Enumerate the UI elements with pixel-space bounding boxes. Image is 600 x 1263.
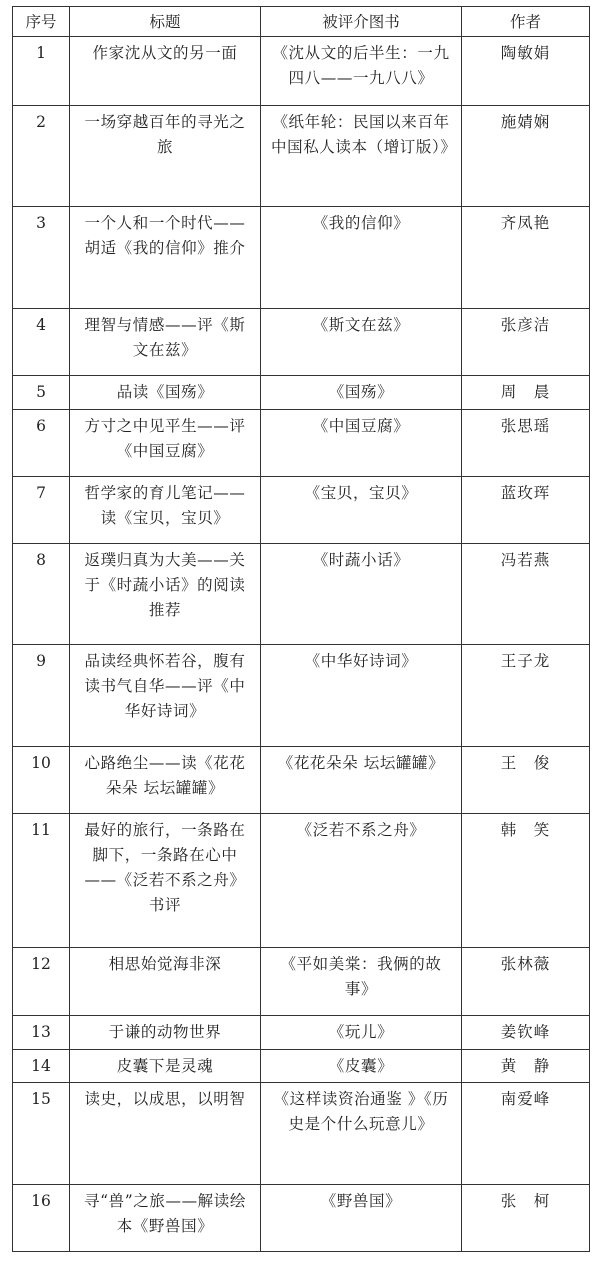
cell-no: 15 xyxy=(13,1083,70,1185)
cell-title: 方寸之中见平生——评《中国豆腐》 xyxy=(70,410,261,477)
cell-author: 韩 笑 xyxy=(462,814,590,948)
cell-author: 冯若燕 xyxy=(462,544,590,645)
cell-book: 《我的信仰》 xyxy=(261,207,462,309)
table-row xyxy=(13,948,590,1016)
cell-title: 于谦的动物世界 xyxy=(70,1016,261,1050)
cell-author: 齐凤艳 xyxy=(462,207,590,309)
cell-title: 品读《国殇》 xyxy=(70,376,261,410)
cell-book: 《中国豆腐》 xyxy=(261,410,462,477)
cell-author: 张思瑶 xyxy=(462,410,590,477)
cell-author: 黄 静 xyxy=(462,1050,590,1083)
cell-title: 寻“兽”之旅——解读绘本《野兽国》 xyxy=(70,1185,261,1252)
cell-no: 9 xyxy=(13,645,70,747)
book-review-table xyxy=(12,6,590,1252)
header-title: 标题 xyxy=(70,7,261,37)
cell-no: 8 xyxy=(13,544,70,645)
cell-book: 《玩儿》 xyxy=(261,1016,462,1050)
cell-no: 7 xyxy=(13,477,70,544)
cell-author: 王子龙 xyxy=(462,645,590,747)
cell-author: 张林薇 xyxy=(462,948,590,1016)
cell-no: 5 xyxy=(13,376,70,410)
cell-no: 1 xyxy=(13,37,70,106)
cell-author: 蓝玫珲 xyxy=(462,477,590,544)
cell-book: 《宝贝，宝贝》 xyxy=(261,477,462,544)
cell-no: 3 xyxy=(13,207,70,309)
cell-author: 张 柯 xyxy=(462,1185,590,1252)
cell-book: 《泛若不系之舟》 xyxy=(261,814,462,948)
cell-book: 《时蔬小话》 xyxy=(261,544,462,645)
cell-title: 相思始觉海非深 xyxy=(70,948,261,1016)
header-row xyxy=(13,7,590,37)
table-row xyxy=(13,207,590,309)
cell-title: 皮囊下是灵魂 xyxy=(70,1050,261,1083)
table-row xyxy=(13,1083,590,1185)
table-row xyxy=(13,1016,590,1050)
cell-title: 作家沈从文的另一面 xyxy=(70,37,261,106)
cell-title: 返璞归真为大美——关于《时蔬小话》的阅读推荐 xyxy=(70,544,261,645)
table-row xyxy=(13,814,590,948)
cell-title: 最好的旅行，一条路在脚下，一条路在心中——《泛若不系之舟》书评 xyxy=(70,814,261,948)
header-author: 作者 xyxy=(462,7,590,37)
cell-title: 一个人和一个时代——胡适《我的信仰》推介 xyxy=(70,207,261,309)
table-row xyxy=(13,747,590,814)
cell-book: 《皮囊》 xyxy=(261,1050,462,1083)
cell-no: 10 xyxy=(13,747,70,814)
cell-book: 《花花朵朵 坛坛罐罐》 xyxy=(261,747,462,814)
cell-no: 13 xyxy=(13,1016,70,1050)
table-row xyxy=(13,309,590,376)
cell-author: 周 晨 xyxy=(462,376,590,410)
table-row xyxy=(13,544,590,645)
cell-author: 南爱峰 xyxy=(462,1083,590,1185)
cell-no: 6 xyxy=(13,410,70,477)
cell-title: 品读经典怀若谷，腹有读书气自华——评《中华好诗词》 xyxy=(70,645,261,747)
cell-no: 11 xyxy=(13,814,70,948)
header-book: 被评介图书 xyxy=(261,7,462,37)
cell-title: 哲学家的育儿笔记——读《宝贝，宝贝》 xyxy=(70,477,261,544)
table-row xyxy=(13,1185,590,1252)
document-page xyxy=(12,6,590,1252)
table-row xyxy=(13,1050,590,1083)
cell-no: 14 xyxy=(13,1050,70,1083)
cell-title: 心路绝尘——读《花花朵朵 坛坛罐罐》 xyxy=(70,747,261,814)
cell-author: 王 俊 xyxy=(462,747,590,814)
cell-author: 施婧娴 xyxy=(462,106,590,207)
table-row xyxy=(13,37,590,106)
cell-book: 《国殇》 xyxy=(261,376,462,410)
table-row xyxy=(13,477,590,544)
cell-book: 《沈从文的后半生：一九四八——一九八八》 xyxy=(261,37,462,106)
cell-book: 《中华好诗词》 xyxy=(261,645,462,747)
cell-book: 《这样读资治通鉴 》《历史是个什么玩意儿》 xyxy=(261,1083,462,1185)
table-row xyxy=(13,106,590,207)
cell-no: 2 xyxy=(13,106,70,207)
table-row xyxy=(13,645,590,747)
cell-author: 张彦洁 xyxy=(462,309,590,376)
table-row xyxy=(13,376,590,410)
table-row xyxy=(13,410,590,477)
cell-title: 一场穿越百年的寻光之旅 xyxy=(70,106,261,207)
cell-book: 《斯文在兹》 xyxy=(261,309,462,376)
header-no: 序号 xyxy=(13,7,70,37)
cell-book: 《纸年轮：民国以来百年中国私人读本（增订版）》 xyxy=(261,106,462,207)
cell-no: 4 xyxy=(13,309,70,376)
cell-author: 陶敏娟 xyxy=(462,37,590,106)
cell-no: 12 xyxy=(13,948,70,1016)
cell-book: 《野兽国》 xyxy=(261,1185,462,1252)
cell-title: 读史，以成思，以明智 xyxy=(70,1083,261,1185)
cell-title: 理智与情感——评《斯文在兹》 xyxy=(70,309,261,376)
cell-author: 姜钦峰 xyxy=(462,1016,590,1050)
cell-no: 16 xyxy=(13,1185,70,1252)
cell-book: 《平如美棠：我俩的故事》 xyxy=(261,948,462,1016)
